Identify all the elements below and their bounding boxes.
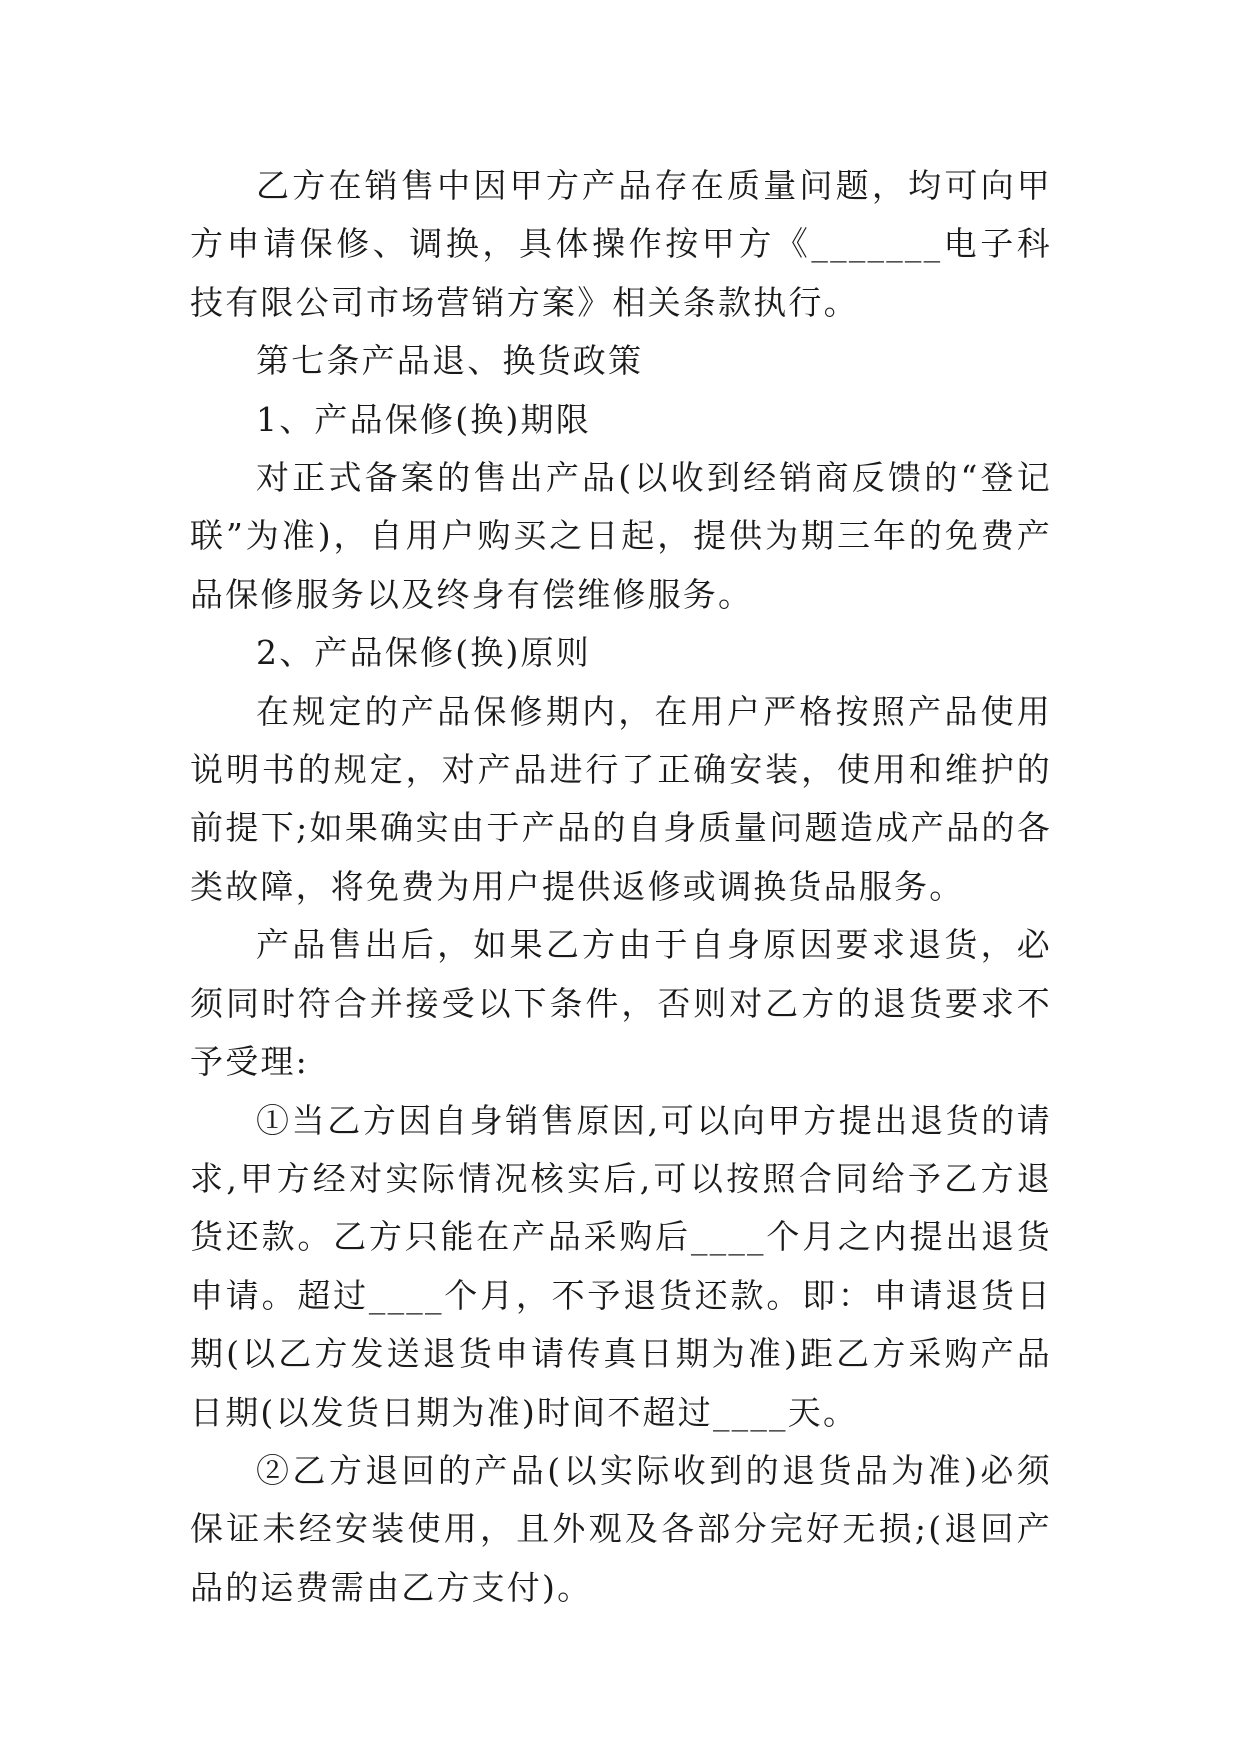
paragraph-return-conditions: 产品售出后，如果乙方由于自身原因要求退货，必须同时符合并接受以下条件，否则对乙方的退货要求不予受理: [190, 925, 1052, 1082]
subheading-warranty-period: 1、产品保修(换)期限 [256, 399, 591, 439]
subheading-warranty-principle: 2、产品保修(换)原则 [256, 633, 591, 673]
paragraph-warranty-principle: 在规定的产品保修期内，在用户严格按照产品使用说明书的规定，对产品进行了正确安装，使用和维护的前提下;如果确实由于产品的自身质量问题造成产品的各类故障，将免费为用户提供返修或调换货品服务。 [190, 691, 1052, 906]
paragraph-warranty-period: 对正式备案的售出产品(以收到经销商反馈的“登记联”为准)，自用户购买之日起，提供为期三年的免费产品保修服务以及终身有偿维修服务。 [190, 458, 1052, 614]
paragraph-condition-2: ②乙方退回的产品(以实际收到的退货品为准)必须保证未经安装使用，且外观及各部分完好无损;(退回产品的运费需由乙方支付)。 [190, 1450, 1052, 1607]
document-body [190, 157, 1052, 1617]
paragraph-quality-issue: 乙方在销售中因甲方产品存在质量问题，均可向甲方申请保修、调换，具体操作按甲方《_______电子科技有限公司市场营销方案》相关条款执行。 [190, 166, 1052, 322]
section-title-return-policy: 第七条产品退、换货政策 [256, 341, 644, 381]
paragraph-condition-1: ①当乙方因自身销售原因,可以向甲方提出退货的请求,甲方经对实际情况核实后,可以按照合同给予乙方退货还款。乙方只能在产品采购后____个月之内提出退货申请。超过____个月，不予退货还款。即：申请退货日期(以乙方发送退货申请传真日期为准)距乙方采购产品日期(以发货日期为准)时间不超过____天。 [190, 1100, 1052, 1432]
